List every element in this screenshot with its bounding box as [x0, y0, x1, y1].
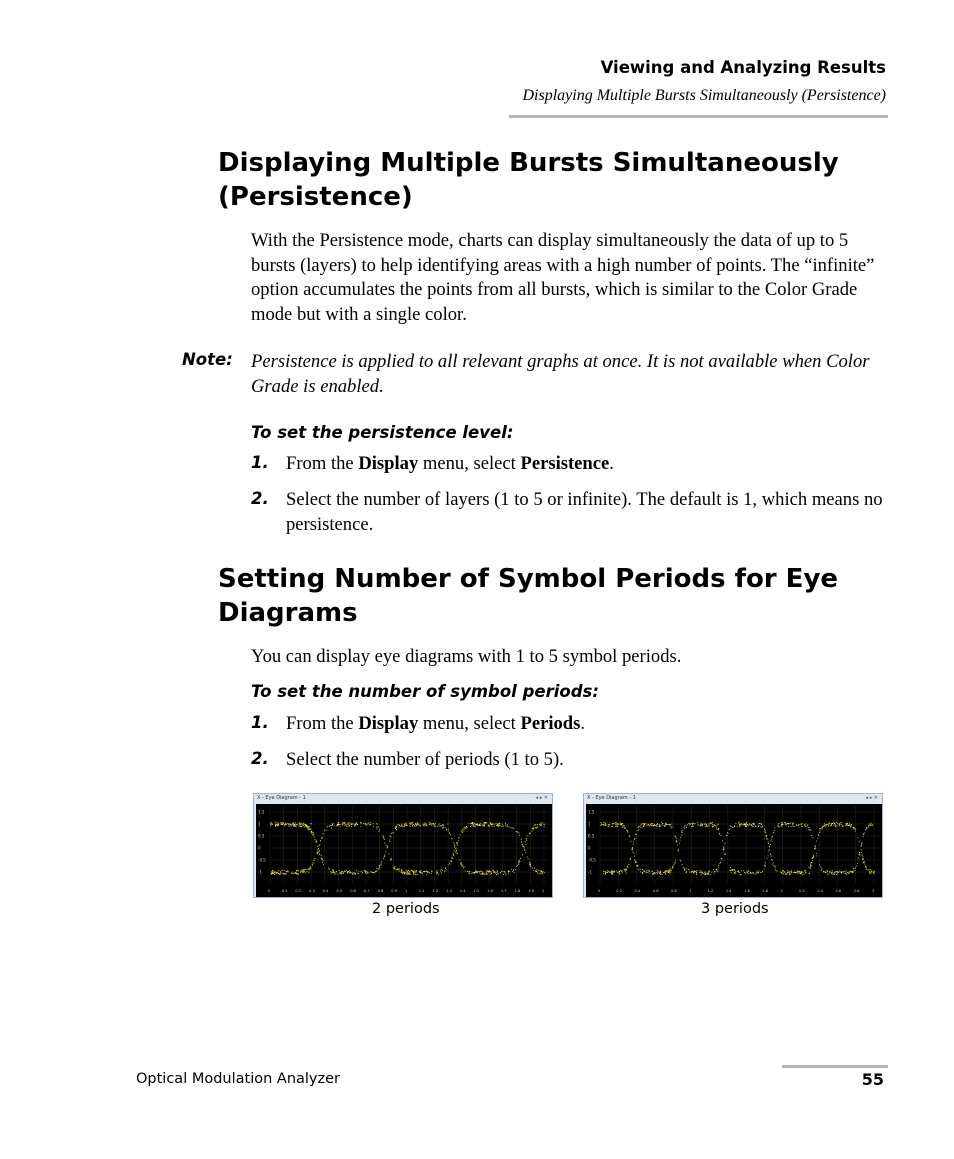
x-tick-label: 2 — [780, 889, 783, 893]
x-tick-label: 3 — [872, 889, 875, 893]
x-tick-label: 0.3 — [309, 889, 315, 893]
y-tick-label: -0.5 — [258, 857, 266, 863]
y-tick-label: 0.5 — [258, 833, 265, 839]
step-number: 1. — [251, 713, 269, 732]
x-tick-label: 0.7 — [363, 889, 370, 893]
eye-diagram-window-2-periods — [253, 793, 553, 898]
y-tick-label: -0.5 — [588, 857, 596, 863]
y-tick-label: 1.5 — [258, 809, 265, 815]
x-tick-label: 2 — [542, 889, 545, 893]
eye-diagram-plot — [586, 804, 882, 897]
x-tick-label: 0.5 — [336, 889, 343, 893]
eye-diagram-window-3-periods — [583, 793, 883, 898]
x-tick-label: 0.4 — [634, 889, 641, 893]
step-number: 2. — [251, 749, 269, 768]
x-tick-label: 0 — [268, 889, 271, 893]
x-tick-label: 1.8 — [514, 889, 521, 893]
x-tick-label: 1.6 — [487, 889, 493, 893]
footer-rule — [782, 1065, 888, 1068]
y-tick-label: 1 — [588, 821, 591, 827]
y-tick-label: 1.5 — [588, 809, 595, 815]
figure-caption: 2 periods — [372, 901, 440, 917]
procedure-title: To set the number of symbol periods: — [251, 682, 599, 701]
step-text: Select the number of periods (1 to 5). — [286, 749, 564, 770]
x-tick-label: 0.8 — [671, 889, 677, 893]
menu-item: Periods — [520, 713, 581, 734]
x-tick-label: 0 — [598, 889, 601, 893]
window-title: X - Eye Diagram - 1 — [257, 795, 306, 801]
footer-product-name: Optical Modulation Analyzer — [136, 1071, 340, 1087]
window-controls-icon: ◂ ▸ ✕ — [535, 795, 548, 801]
x-tick-label: 1.8 — [762, 889, 769, 893]
plot-background — [256, 804, 552, 897]
menu-name: Display — [358, 453, 419, 474]
x-tick-label: 1.5 — [473, 889, 480, 893]
note-label: Note: — [182, 350, 233, 369]
section-heading-symbol-periods: Setting Number of Symbol Periods for Eye Diagrams — [218, 564, 839, 628]
x-tick-label: 0.6 — [350, 889, 356, 893]
y-tick-label: 1 — [258, 821, 261, 827]
x-tick-label: 1 — [689, 889, 692, 893]
step-text: Select the number of layers (1 to 5 or infinite). The default is 1, which means no persistence. — [286, 489, 883, 535]
section-heading-persistence: Displaying Multiple Bursts Simultaneously (Persistence) — [218, 148, 839, 212]
y-tick-label: -1 — [258, 869, 262, 875]
y-tick-label: 0 — [588, 845, 591, 851]
x-tick-label: 1.4 — [725, 889, 732, 893]
page-number: 55 — [861, 1070, 884, 1089]
x-tick-label: 2.2 — [798, 889, 805, 893]
x-tick-label: 1 — [405, 889, 408, 893]
y-tick-label: -1 — [588, 869, 592, 875]
x-tick-label: 0.1 — [281, 889, 288, 893]
eye-diagram-plot — [256, 804, 552, 897]
y-tick-label: 0 — [258, 845, 261, 851]
running-header-title: Viewing and Analyzing Results — [600, 58, 886, 77]
x-tick-label: 2.8 — [853, 889, 860, 893]
x-tick-label: 1.6 — [744, 889, 750, 893]
note-text: Persistence is applied to all relevant graphs at once. It is not available when Color Grade is enabled. — [251, 351, 870, 397]
step-text: From the Display menu, select Persistence. — [286, 453, 614, 474]
x-tick-label: 1.9 — [528, 889, 535, 893]
x-tick-label: 1.4 — [459, 889, 466, 893]
procedure-title: To set the persistence level: — [251, 423, 514, 442]
x-tick-label: 1.2 — [707, 889, 714, 893]
y-tick-label: 0.5 — [588, 833, 595, 839]
x-tick-label: 0.4 — [322, 889, 329, 893]
x-tick-label: 0.2 — [616, 889, 622, 893]
menu-item: Persistence — [520, 453, 610, 474]
x-tick-label: 2.4 — [817, 889, 823, 893]
persistence-paragraph: With the Persistence mode, charts can display simultaneously the data of up to 5 bursts (layers) to help identifying areas with a high number of points. The “infinite” option accumulates the points from all bursts, which is similar to the Color Grade mode but with a single color. — [251, 230, 875, 325]
window-title: X - Eye Diagram - 1 — [587, 795, 636, 801]
x-tick-label: 1.3 — [446, 889, 452, 893]
x-tick-label: 0.6 — [652, 889, 659, 893]
menu-name: Display — [358, 713, 419, 734]
x-tick-label: 1.2 — [432, 889, 439, 893]
step-number: 2. — [251, 489, 269, 508]
header-rule — [509, 115, 888, 118]
figure-caption: 3 periods — [701, 901, 769, 917]
running-header-subtitle: Displaying Multiple Bursts Simultaneously (Persistence) — [522, 87, 886, 104]
step-text: From the Display menu, select Periods. — [286, 713, 586, 734]
window-controls-icon: ◂ ▸ ✕ — [865, 795, 878, 801]
x-tick-label: 1.1 — [418, 889, 425, 893]
x-tick-label: 1.7 — [500, 889, 507, 893]
x-tick-label: 2.6 — [835, 889, 842, 893]
step-number: 1. — [251, 453, 269, 472]
symbol-periods-paragraph: You can display eye diagrams with 1 to 5 symbol periods. — [251, 646, 682, 667]
x-tick-label: 0.2 — [295, 889, 302, 893]
x-tick-label: 0.8 — [377, 889, 384, 893]
x-tick-label: 0.9 — [391, 889, 398, 893]
